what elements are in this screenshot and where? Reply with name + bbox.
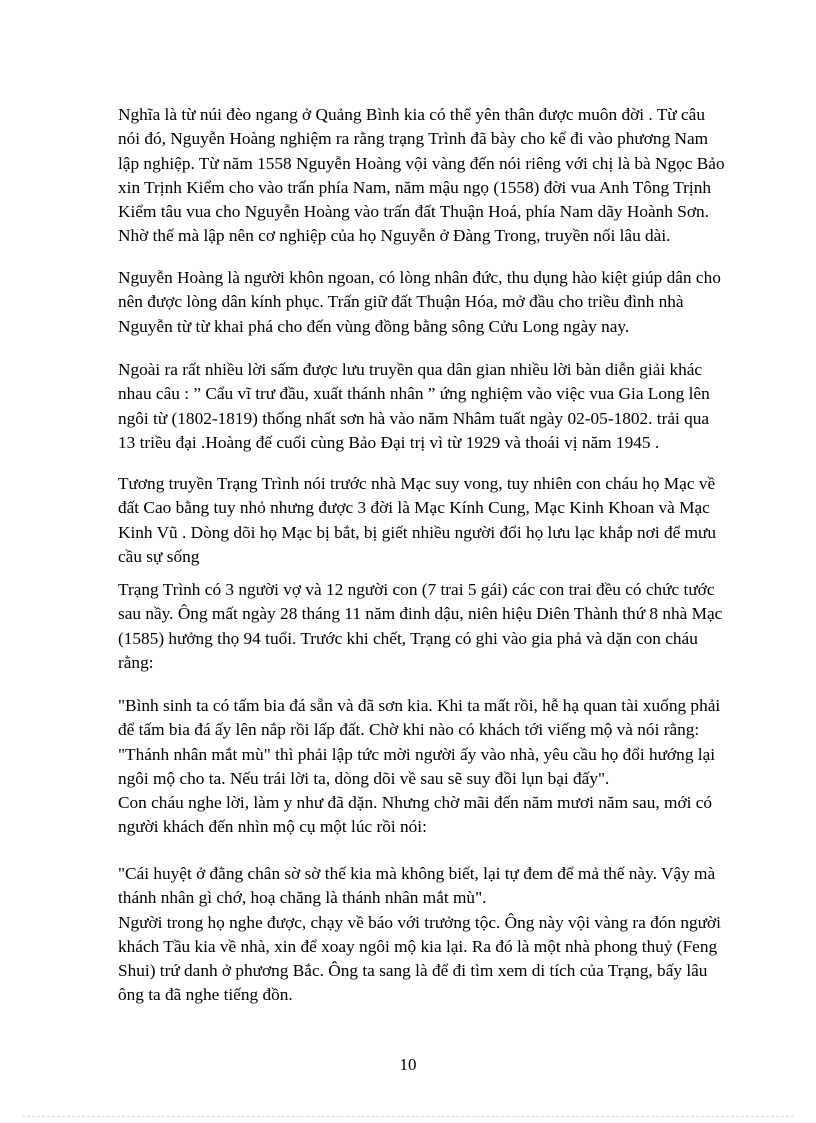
page-number: 10 xyxy=(399,1055,417,1074)
page-bottom-divider xyxy=(22,1116,794,1117)
paragraph-5: Trạng Trình có 3 người vợ và 12 người con (7 trai 5 gái) các con trai đều có chức tước sau nầy. Ông mất ngày 28 tháng 11 năm đinh dậu, niên hiệu Diên Thành thứ 8 nhà Mạc (1585) hưởng thọ 94 tuổi. Trước khi chết, Trạng có ghi vào gia phả và dặn con cháu rằng: xyxy=(118,580,723,672)
paragraph-3: Ngoài ra rất nhiều lời sấm được lưu truyền qua dân gian nhiều lời bàn diễn giải khác nhau câu : ” Cẩu vĩ trư đầu, xuất thánh nhân ” ứng nghiệm vào việc vua Gia Long lên ngôi từ (1802-1819) thống nhất sơn hà vào năm Nhâm tuất ngày 02-05-1802. trải qua 13 triều đại .Hoàng đế cuối cùng Bảo Đại trị vì từ 1929 và thoái vị năm 1945 . xyxy=(118,360,710,452)
paragraph-1: Nghĩa là từ núi đèo ngang ở Quảng Bình kia có thể yên thân được muôn đời . Từ câu nói đó, Nguyễn Hoàng nghiệm ra rằng trạng Trình đã bày cho kế đi vào phương Nam lập nghiệp. Từ năm 1558 Nguyễn Hoàng vội vàng đến nói riêng với chị là bà Ngọc Bảo xin Trịnh Kiểm cho vào trấn phía Nam, năm mậu ngọ (1558) đời vua Anh Tông Trịnh Kiểm tâu vua cho Nguyễn Hoàng vào trấn đất Thuận Hoá, phía Nam dãy Hoành Sơn. Nhờ thế mà lập nên cơ nghiệp của họ Nguyễn ở Đàng Trong, truyền nối lâu dài. xyxy=(118,105,725,246)
paragraph-7-quote: "Cái huyệt ở đằng chân sờ sờ thế kia mà không biết, lại tự đem để mả thế này. Vậy mà thánh nhân gì chớ, hoạ chăng là thánh nhân mắt mù". Người trong họ nghe được, chạy về báo với trưởng tộc. Ông này vội vàng ra đón người khách Tầu kia về nhà, xin để xoay ngôi mộ kia lại. Ra đó là một nhà phong thuỷ (Feng Shui) trứ danh ở phương Bắc. Ông ta sang là để đi tìm xem di tích của Trạng, bấy lâu ông ta đã nghe tiếng đồn. xyxy=(118,864,721,1005)
paragraph-2: Nguyễn Hoàng là người khôn ngoan, có lòng nhân đức, thu dụng hào kiệt giúp dân cho nên được lòng dân kính phục. Trấn giữ đất Thuận Hóa, mở đầu cho triều đình nhà Nguyễn từ từ khai phá cho đến vùng đồng bằng sông Cửu Long ngày nay. xyxy=(118,268,721,336)
paragraph-4: Tương truyền Trạng Trình nói trước nhà Mạc suy vong, tuy nhiên con cháu họ Mạc về đất Cao bằng tuy nhỏ nhưng được 3 đời là Mạc Kính Cung, Mạc Kinh Khoan và Mạc Kinh Vũ . Dòng dõi họ Mạc bị bắt, bị giết nhiều người đổi họ lưu lạc khắp nơi để mưu cầu sự sống xyxy=(118,474,717,566)
paragraph-6-quote: "Bình sinh ta có tấm bia đá sẵn và đã sơn kia. Khi ta mất rồi, hễ hạ quan tài xuống phải để tấm bia đá ấy lên nắp rồi lấp đất. Chờ khi nào có khách tới viếng mộ và nói rằng: "Thánh nhân mắt mù" thì phải lập tức mời người ấy vào nhà, yêu cầu họ đổi hướng lại ngôi mộ cho ta. Nếu trái lời ta, dòng dõi về sau sẽ suy đồi lụn bại đấy". Con cháu nghe lời, làm y như đã dặn. Nhưng chờ mãi đến năm mươi năm sau, mới có người khách đến nhìn mộ cụ một lúc rồi nói: xyxy=(118,696,721,837)
